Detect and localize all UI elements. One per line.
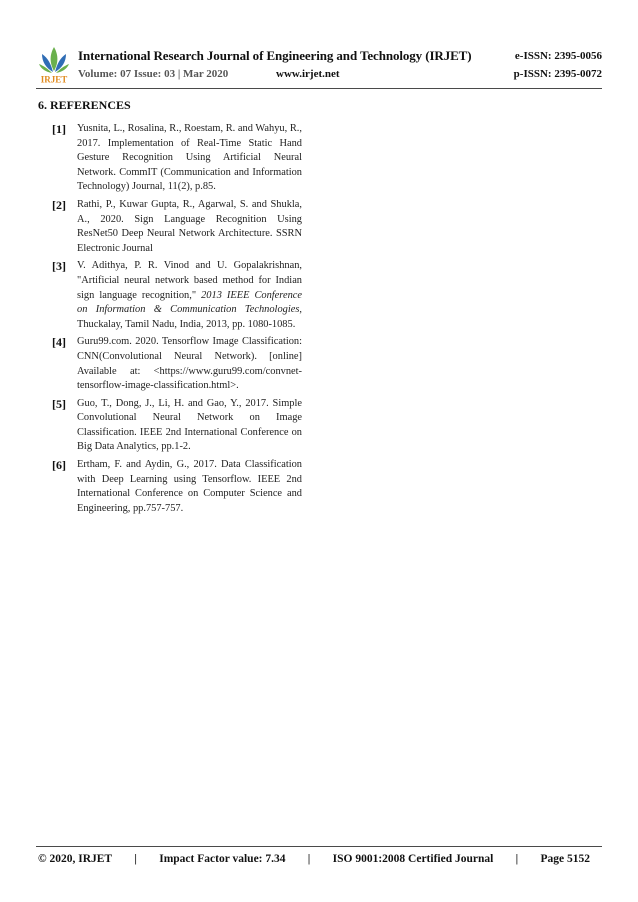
reference-text-part: , Thuckalay, Tamil Nadu, India, 2013, pp. 1080-1085. bbox=[77, 304, 302, 330]
footer-separator: | bbox=[307, 853, 311, 865]
reference-text bbox=[77, 259, 302, 332]
p-issn: p-ISSN: 2395-0072 bbox=[513, 68, 602, 80]
footer-impact-factor: Impact Factor value: 7.34 bbox=[159, 853, 286, 865]
reference-text: Rathi, P., Kuwar Gupta, R., Agarwal, S. and Shukla, A., 2020. Sign Language Recognition Using ResNet50 Deep Neural Network Architecture. SSRN Electronic Journal bbox=[77, 198, 302, 254]
reference-text: Yusnita, L., Rosalina, R., Roestam, R. and Wahyu, R., 2017. Implementation of Real-Time Static Hand Gesture Recognition Using Artificial Neural Network. CommIT (Communication and Information Technology) Journal, 11(2), p.85. bbox=[77, 123, 302, 193]
header-divider bbox=[36, 88, 602, 89]
reference-item bbox=[44, 335, 302, 393]
journal-title: International Research Journal of Engineering and Technology (IRJET) bbox=[78, 48, 472, 63]
irjet-logo bbox=[36, 44, 72, 84]
reference-item bbox=[44, 458, 302, 516]
reference-text: Guru99.com. 2020. Tensorflow Image Classification: CNN(Convolutional Neural Network). [online] Available at: <https://www.guru99.com/convnet-tensorflow-image-classification.html>. bbox=[77, 336, 302, 392]
reference-number: [2] bbox=[52, 197, 66, 212]
reference-number: [3] bbox=[52, 259, 66, 274]
reference-text-part: V. Adithya, P. R. Vinod and U. Gopalakrishnan, "Artificial neural network based method for Indian sign language recognition," bbox=[77, 260, 302, 301]
reference-list bbox=[44, 122, 302, 519]
reference-item bbox=[44, 259, 302, 332]
reference-text: Guo, T., Dong, J., Li, H. and Gao, Y., 2017. Simple Convolutional Neural Network on Image Classification. IEEE 2nd International Conference on Big Data Analytics, pp.1-2. bbox=[77, 397, 302, 453]
reference-number: [5] bbox=[52, 396, 66, 411]
reference-venue: 2013 IEEE Conference on Information & Communication Technologies bbox=[77, 289, 302, 316]
e-issn: e-ISSN: 2395-0056 bbox=[514, 50, 602, 62]
footer-separator: | bbox=[515, 853, 519, 865]
footer-page-number: Page 5152 bbox=[540, 853, 590, 865]
reference-item bbox=[44, 122, 302, 195]
page-header bbox=[36, 44, 602, 84]
footer-divider bbox=[36, 846, 602, 847]
reference-number: [4] bbox=[52, 335, 66, 350]
footer-separator: | bbox=[134, 853, 137, 865]
volume-issue: Volume: 07 Issue: 03 | Mar 2020 bbox=[78, 68, 229, 80]
website-link[interactable]: www.irjet.net bbox=[276, 68, 340, 80]
reference-number: [1] bbox=[52, 122, 66, 136]
footer-copyright: © 2020, IRJET bbox=[38, 853, 113, 865]
irjet-logo-icon bbox=[36, 44, 72, 84]
footer-iso: ISO 9001:2008 Certified Journal bbox=[332, 853, 494, 865]
reference-item bbox=[44, 397, 302, 455]
reference-text: Ertham, F. and Aydin, G., 2017. Data Classification with Deep Learning using Tensorflow. IEEE 2nd International Conference on Computer Science and Engineering, pp.757-757. bbox=[77, 459, 302, 514]
reference-item bbox=[44, 198, 302, 256]
section-heading: 6. REFERENCES bbox=[38, 98, 131, 112]
page-footer bbox=[38, 853, 590, 865]
logo-text: IRJET bbox=[40, 74, 68, 84]
reference-number: [6] bbox=[52, 458, 66, 473]
